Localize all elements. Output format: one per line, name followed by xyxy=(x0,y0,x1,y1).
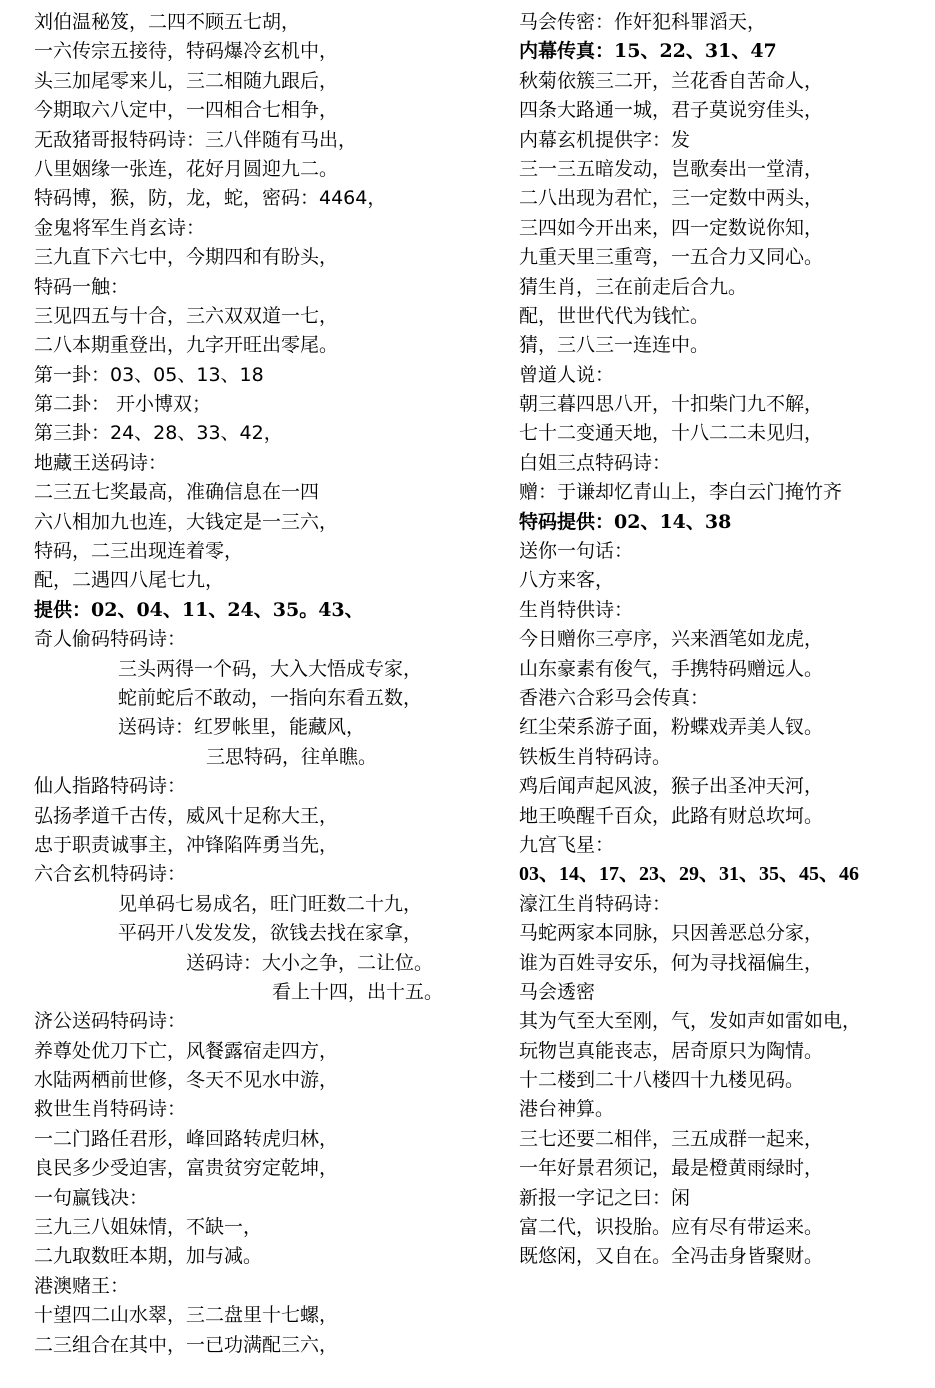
text-line: 配，世世代代为钱忙。 xyxy=(519,304,710,327)
text-line: 三九三八姐妹情，不缺一， xyxy=(34,1216,263,1239)
text-line: 九宫飞星： xyxy=(519,833,615,856)
text-line: 白姐三点特码诗： xyxy=(519,451,672,474)
text-line: 富二代，识投胎。应有尽有带运来。 xyxy=(519,1216,824,1239)
text-line: 既悠闲，又自在。全冯击身皆聚财。 xyxy=(519,1245,824,1268)
text-line: 马会透密 xyxy=(519,980,596,1003)
text-line: 奇人偷码特码诗： xyxy=(34,628,187,651)
text-line: 头三加尾零来儿，三二相随九跟后， xyxy=(34,69,339,92)
text-line: 一句赢钱决： xyxy=(34,1186,149,1209)
left-column xyxy=(34,8,484,1360)
text-line: 秋菊依簇三二开，兰花香自苦命人， xyxy=(519,69,824,92)
text-line: 朝三暮四思八开，十扣柴门九不解， xyxy=(519,393,824,416)
text-line: 港台神算。 xyxy=(519,1098,615,1121)
text-line: 其为气至大至刚，气，发如声如雷如电， xyxy=(519,1010,862,1033)
text-line: 看上十四，出十五。 xyxy=(272,980,444,1003)
text-line: 忠于职责诚事主，冲锋陷阵勇当先， xyxy=(34,833,339,856)
text-line: 今期取六八定中，一四相合七相争， xyxy=(34,99,339,122)
text-line: 二三组合在其中，一已功满配三六， xyxy=(34,1333,339,1356)
text-line: 八里姻缘一张连，花好月圆迎九二。 xyxy=(34,157,339,180)
text-line: 二九取数旺本期，加与减。 xyxy=(34,1245,263,1268)
text-line: 送你一句话： xyxy=(519,540,634,563)
text-line: 特码提供：02、14、38 xyxy=(519,510,732,533)
text-line: 特码博，猴，防，龙，蛇，密码：4464， xyxy=(34,187,387,210)
text-line: 地藏王送码诗： xyxy=(34,451,168,474)
text-line: 曾道人说： xyxy=(519,363,615,386)
text-line: 一二门路任君形，峰回路转虎归林， xyxy=(34,1127,339,1150)
text-line: 今日赠你三亭序，兴来酒笔如龙虎， xyxy=(519,628,824,651)
text-line: 养尊处优刀下亡，风餐露宿走四方， xyxy=(34,1039,339,1062)
text-line: 无敌猪哥报特码诗：三八伴随有马出， xyxy=(34,128,358,151)
text-line: 三一三五暗发动，岂歌奏出一堂清， xyxy=(519,157,824,180)
text-line: 见单码七易成名，旺门旺数二十九， xyxy=(118,892,423,915)
text-line: 仙人指路特码诗： xyxy=(34,775,187,798)
text-line: 平码开八发发发，欲钱去找在家拿， xyxy=(118,922,423,945)
text-line: 港澳赌王： xyxy=(34,1274,130,1297)
text-line: 送码诗：红罗帐里，能藏风， xyxy=(118,716,366,739)
right-column xyxy=(519,8,929,1272)
text-line: 生肖特供诗： xyxy=(519,598,634,621)
text-line: 濠江生肖特码诗： xyxy=(519,892,672,915)
text-line: 谁为百姓寻安乐，何为寻找福偏生， xyxy=(519,951,824,974)
text-line: 猜生肖，三在前走后合九。 xyxy=(519,275,748,298)
text-line: 十望四二山水翠，三二盘里十七螺， xyxy=(34,1304,339,1327)
text-line: 三九直下六七中，今期四和有盼头， xyxy=(34,246,339,269)
text-line: 十二楼到二十八楼四十九楼见码。 xyxy=(519,1069,805,1092)
text-line: 良民多少受迫害，富贵贫穷定乾坤， xyxy=(34,1157,339,1180)
text-line: 三四如今开出来，四一定数说你知， xyxy=(519,216,824,239)
text-line: 二八本期重登出，九字开旺出零尾。 xyxy=(34,334,339,357)
text-line: 四条大路通一城，君子莫说穷佳头， xyxy=(519,99,824,122)
text-line: 二八出现为君忙，三一定数中两头， xyxy=(519,187,824,210)
text-line: 九重天里三重弯，一五合力又同心。 xyxy=(519,246,824,269)
text-line: 铁板生肖特码诗。 xyxy=(519,745,672,768)
text-line: 马会传密：作奸犯科罪滔天， xyxy=(519,11,767,33)
text-line: 03、14、17、23、29、31、35、45、46 xyxy=(519,863,859,886)
text-line: 六八相加九也连，大钱定是一三六， xyxy=(34,510,339,533)
text-line: 第二卦： 开小博双； xyxy=(34,393,212,416)
text-line: 二三五七奖最高，准确信息在一四 xyxy=(34,481,320,504)
text-line: 八方来客， xyxy=(519,569,615,592)
text-line: 救世生肖特码诗： xyxy=(34,1098,187,1121)
text-line: 蛇前蛇后不敢动，一指向东看五数， xyxy=(118,686,423,709)
text-line: 第三卦：24、28、33、42， xyxy=(34,422,283,445)
text-line: 内幕传真：15、22、31、47 xyxy=(519,40,777,63)
text-line: 济公送码特码诗： xyxy=(34,1010,187,1033)
text-line: 山东豪素有俊气，手携特码赠远人。 xyxy=(519,657,824,680)
text-line: 一年好景君须记，最是橙黄雨绿时， xyxy=(519,1157,824,1180)
text-line: 一六传宗五接待，特码爆冷玄机中， xyxy=(34,40,339,63)
text-line: 三头两得一个码，大入大悟成专家， xyxy=(118,657,423,680)
text-line: 三思特码，往单瞧。 xyxy=(206,745,378,768)
text-line: 特码一触： xyxy=(34,275,130,298)
text-line: 弘扬孝道千古传，威风十足称大王， xyxy=(34,804,339,827)
text-line: 猜，三八三一连连中。 xyxy=(519,334,710,357)
text-line: 提供：02、04、11、24、35。43、 xyxy=(34,598,364,621)
text-line: 特码，二三出现连着零， xyxy=(34,540,244,563)
text-line: 配，二遇四八尾七九， xyxy=(34,569,225,592)
text-line: 鸡后闻声起风波，猴子出圣冲天河， xyxy=(519,775,824,798)
text-line: 七十二变通天地，十八二二未见归， xyxy=(519,422,824,445)
text-line: 红尘荣系游子面，粉蝶戏弄美人钗。 xyxy=(519,716,824,739)
text-line: 赠：于谦却忆青山上，李白云门掩竹齐 xyxy=(519,481,843,504)
text-line: 水陆两栖前世修，冬天不见水中游， xyxy=(34,1069,339,1092)
text-line: 第一卦：03、05、13、18 xyxy=(34,363,264,386)
text-line: 香港六合彩马会传真： xyxy=(519,686,710,709)
text-line: 马蛇两家本同脉，只因善恶总分家， xyxy=(519,922,824,945)
text-line: 刘伯温秘笈，二四不顾五七胡， xyxy=(34,11,301,33)
text-line: 三见四五与十合，三六双双道一七， xyxy=(34,304,339,327)
text-line: 六合玄机特码诗： xyxy=(34,863,187,886)
text-line: 地王唤醒千百众，此路有财总坎坷。 xyxy=(519,804,824,827)
text-line: 内幕玄机提供字：发 xyxy=(519,128,691,151)
text-line: 三七还要二相伴，三五成群一起来， xyxy=(519,1127,824,1150)
text-line: 金鬼将军生肖玄诗： xyxy=(34,216,206,239)
text-line: 新报一字记之曰：闲 xyxy=(519,1186,691,1209)
text-line: 玩物岂真能丧志，居奇原只为陶情。 xyxy=(519,1039,824,1062)
text-line: 送码诗：大小之争，二让位。 xyxy=(186,951,434,974)
